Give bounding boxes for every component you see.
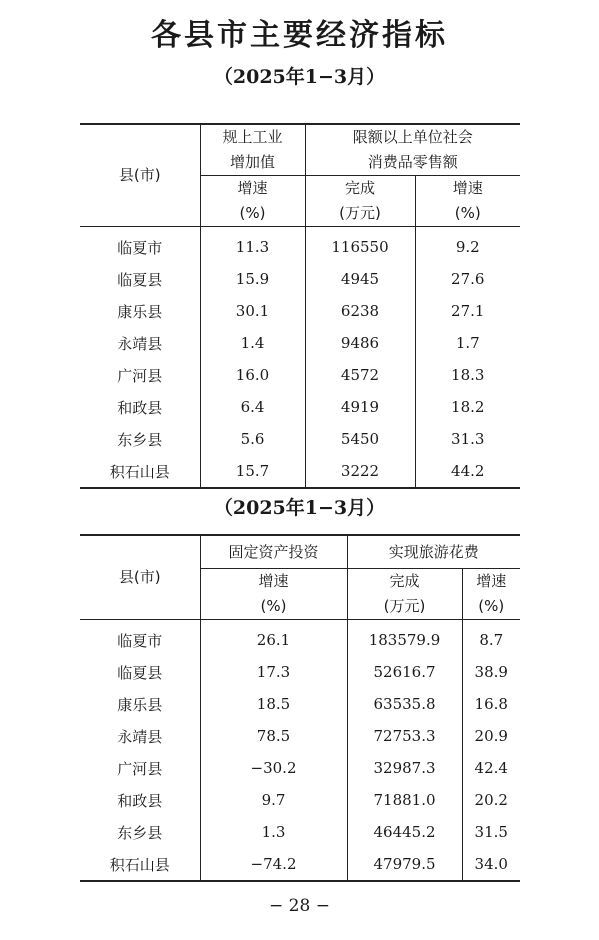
- value-cell: 16.0: [200, 359, 305, 391]
- value-cell: 9.2: [455, 238, 480, 256]
- value-cell: 183579.9: [347, 620, 462, 657]
- value-cell: 42.4: [474, 759, 508, 777]
- county-name-cell: 东乡县: [80, 816, 200, 848]
- value-cell: 3222: [305, 455, 415, 488]
- value-cell: 38.9: [474, 663, 508, 681]
- value-cell: 63535.8: [347, 688, 462, 720]
- value-cell: 27.6: [451, 270, 485, 288]
- page-title: 各县市主要经济指标: [151, 18, 448, 53]
- county-name-cell: 永靖县: [80, 720, 200, 752]
- value-cell: 17.3: [200, 656, 347, 688]
- value-cell: 9486: [305, 327, 415, 359]
- value-cell: 30.1: [200, 295, 305, 327]
- value-cell: 47979.5: [347, 848, 462, 881]
- table-row: [80, 816, 520, 848]
- value-cell: 5.6: [200, 423, 305, 455]
- value-cell: 46445.2: [347, 816, 462, 848]
- table-row: [80, 391, 520, 423]
- value-cell: 18.2: [451, 398, 485, 416]
- table-row: [80, 656, 520, 688]
- county-name-cell: 和政县: [80, 784, 200, 816]
- value-cell: 1.4: [200, 327, 305, 359]
- value-cell: 27.1: [451, 302, 485, 320]
- value-cell: 15.7: [200, 455, 305, 488]
- value-cell: 11.3: [200, 227, 305, 264]
- header-fixed-growth: 增速 (%): [200, 569, 347, 620]
- value-cell: 8.7: [479, 631, 504, 649]
- table-row: [80, 359, 520, 391]
- value-cell: 20.9: [474, 727, 508, 745]
- table-row: [80, 620, 520, 657]
- county-name-cell: 积石山县: [80, 848, 200, 881]
- value-cell: 31.5: [474, 823, 508, 841]
- value-cell: −74.2: [200, 848, 347, 881]
- page-number: − 28 −: [269, 896, 330, 916]
- value-cell: −30.2: [200, 752, 347, 784]
- value-cell: 16.8: [474, 695, 508, 713]
- table-row: [80, 295, 520, 327]
- header-retail-growth: 增速 (%): [415, 176, 520, 227]
- header-industry-growth: 增速 (%): [200, 176, 305, 227]
- value-cell: 116550: [305, 227, 415, 264]
- county-name-cell: 康乐县: [80, 295, 200, 327]
- county-name-cell: 临夏市: [80, 620, 200, 657]
- header-industry-value-added: 规上工业 增加值: [200, 124, 305, 176]
- county-indicators-table-2: [80, 534, 520, 882]
- table-row: [80, 455, 520, 488]
- value-cell: 1.3: [200, 816, 347, 848]
- county-indicators-table-1: [80, 123, 520, 489]
- value-cell: 5450: [305, 423, 415, 455]
- table-row: [80, 720, 520, 752]
- value-cell: 4919: [305, 391, 415, 423]
- county-name-cell: 临夏县: [80, 263, 200, 295]
- table-row: [80, 848, 520, 881]
- value-cell: 78.5: [200, 720, 347, 752]
- value-cell: 26.1: [200, 620, 347, 657]
- county-name-cell: 广河县: [80, 752, 200, 784]
- table-row: [80, 784, 520, 816]
- value-cell: 9.7: [200, 784, 347, 816]
- county-name-cell: 东乡县: [80, 423, 200, 455]
- header-tourism-growth: 增速 (%): [462, 569, 520, 620]
- county-name-cell: 临夏市: [80, 227, 200, 264]
- county-name-cell: 广河县: [80, 359, 200, 391]
- value-cell: 31.3: [451, 430, 485, 448]
- value-cell: 72753.3: [347, 720, 462, 752]
- table-row: [80, 263, 520, 295]
- value-cell: 34.0: [474, 855, 508, 873]
- value-cell: 15.9: [200, 263, 305, 295]
- table-row: [80, 423, 520, 455]
- table-row: [80, 227, 520, 264]
- table1-period-subtitle: （2025年1−3月）: [213, 66, 386, 88]
- county-name-cell: 和政县: [80, 391, 200, 423]
- county-name-cell: 积石山县: [80, 455, 200, 488]
- value-cell: 6.4: [200, 391, 305, 423]
- value-cell: 20.2: [474, 791, 508, 809]
- header-fixed-asset-investment: 固定资产投资: [200, 535, 347, 569]
- table2-period-subtitle: （2025年1−3月）: [213, 497, 386, 519]
- value-cell: 44.2: [451, 462, 485, 480]
- table-row: [80, 752, 520, 784]
- value-cell: 1.7: [455, 334, 480, 352]
- value-cell: 32987.3: [347, 752, 462, 784]
- county-name-cell: 永靖县: [80, 327, 200, 359]
- value-cell: 4945: [305, 263, 415, 295]
- table-row: [80, 327, 520, 359]
- header-tourism-spending: 实现旅游花费: [347, 535, 520, 569]
- value-cell: 18.3: [451, 366, 485, 384]
- header-county: 县(市): [80, 535, 200, 620]
- value-cell: 6238: [305, 295, 415, 327]
- header-county: 县(市): [80, 124, 200, 227]
- value-cell: 52616.7: [347, 656, 462, 688]
- header-retail-completed: 完成 (万元): [305, 176, 415, 227]
- county-name-cell: 临夏县: [80, 656, 200, 688]
- value-cell: 71881.0: [347, 784, 462, 816]
- value-cell: 18.5: [200, 688, 347, 720]
- table-row: [80, 688, 520, 720]
- header-retail-sales: 限额以上单位社会 消费品零售额: [305, 124, 520, 176]
- value-cell: 4572: [305, 359, 415, 391]
- county-name-cell: 康乐县: [80, 688, 200, 720]
- header-tourism-completed: 完成 (万元): [347, 569, 462, 620]
